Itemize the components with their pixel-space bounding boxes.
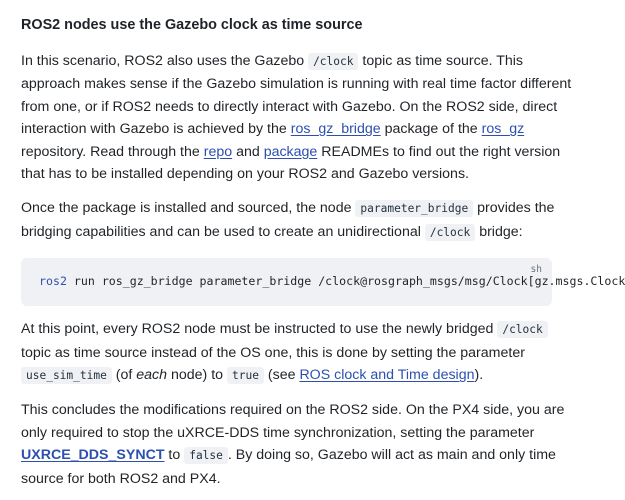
code-block[interactable] — [21, 258, 625, 306]
link-ros-gz[interactable]: ros_gz — [481, 121, 525, 138]
text: (see — [263, 367, 300, 384]
paragraph-px4 — [21, 399, 573, 490]
text: and — [232, 143, 264, 160]
inline-code-clock: /clock — [497, 321, 547, 338]
paragraph-bridge — [21, 197, 573, 244]
text: In this scenario, ROS2 also uses the Gazebo — [21, 53, 309, 69]
text: ). — [474, 367, 484, 384]
text: This concludes the modifications required on the ROS2 side. On the PX4 side, you are only required to stop the uXRCE-DDS time synchronization, setting the parameter — [21, 402, 565, 441]
paragraph-sim-time — [21, 318, 573, 387]
code-command[interactable] — [39, 273, 625, 289]
text: package of the — [380, 121, 482, 138]
inline-code-false: false — [184, 447, 228, 464]
text: topic as time source. This approach makes sense if the Gazebo simulation is running with real time factor different from one, or if ROS2 needs to directly interact with Gazebo. On the ROS2 side, direct interaction with Gazebo is achieved by the — [21, 53, 572, 138]
text: . By doing so, Gazebo will act as main and only time source for both ROS2 and PX4. — [21, 447, 556, 487]
code-keyword: ros2 — [39, 274, 67, 289]
text: bridge: — [475, 223, 523, 240]
code-language-label: sh — [530, 264, 542, 276]
inline-code-use-sim-time: use_sim_time — [21, 367, 112, 384]
text: repository. Read through the — [21, 143, 204, 160]
inline-code-clock: /clock — [308, 53, 358, 70]
text: node) to — [167, 367, 227, 384]
text: READMEs to find out the right version that has to be installed depending on your ROS2 and Gazebo versions. — [21, 143, 561, 183]
link-ros-clock-design[interactable]: ROS clock and Time design — [299, 367, 475, 384]
link-package[interactable]: package — [263, 143, 318, 160]
text: (of — [111, 367, 137, 384]
inline-code-clock: /clock — [425, 224, 475, 241]
emphasis-each: each — [136, 367, 168, 384]
paragraph-intro — [21, 50, 573, 185]
link-repo[interactable]: repo — [203, 143, 233, 160]
section-heading: ROS2 nodes use the Gazebo clock as time source — [21, 17, 363, 33]
text: Once the package is installed and sourced, the node — [21, 200, 356, 217]
text: provides the bridging capabilities and can be used to create an unidirectional — [21, 200, 555, 240]
inline-code-true: true — [227, 367, 264, 384]
link-uxrce-dds-synct[interactable]: UXRCE_DDS_SYNCT — [21, 447, 165, 464]
inline-code-parameter-bridge: parameter_bridge — [355, 200, 473, 217]
link-ros-gz-bridge[interactable]: ros_gz_bridge — [290, 121, 381, 138]
code-args: run ros_gz_bridge parameter_bridge /clock@rosgraph_msgs/msg/Clock[gz.msgs.Clock — [66, 274, 625, 289]
text: topic as time source instead of the OS one, this is done by setting the parameter — [21, 344, 525, 361]
text: At this point, every ROS2 node must be instructed to use the newly bridged — [21, 321, 498, 338]
text: to — [164, 447, 185, 464]
